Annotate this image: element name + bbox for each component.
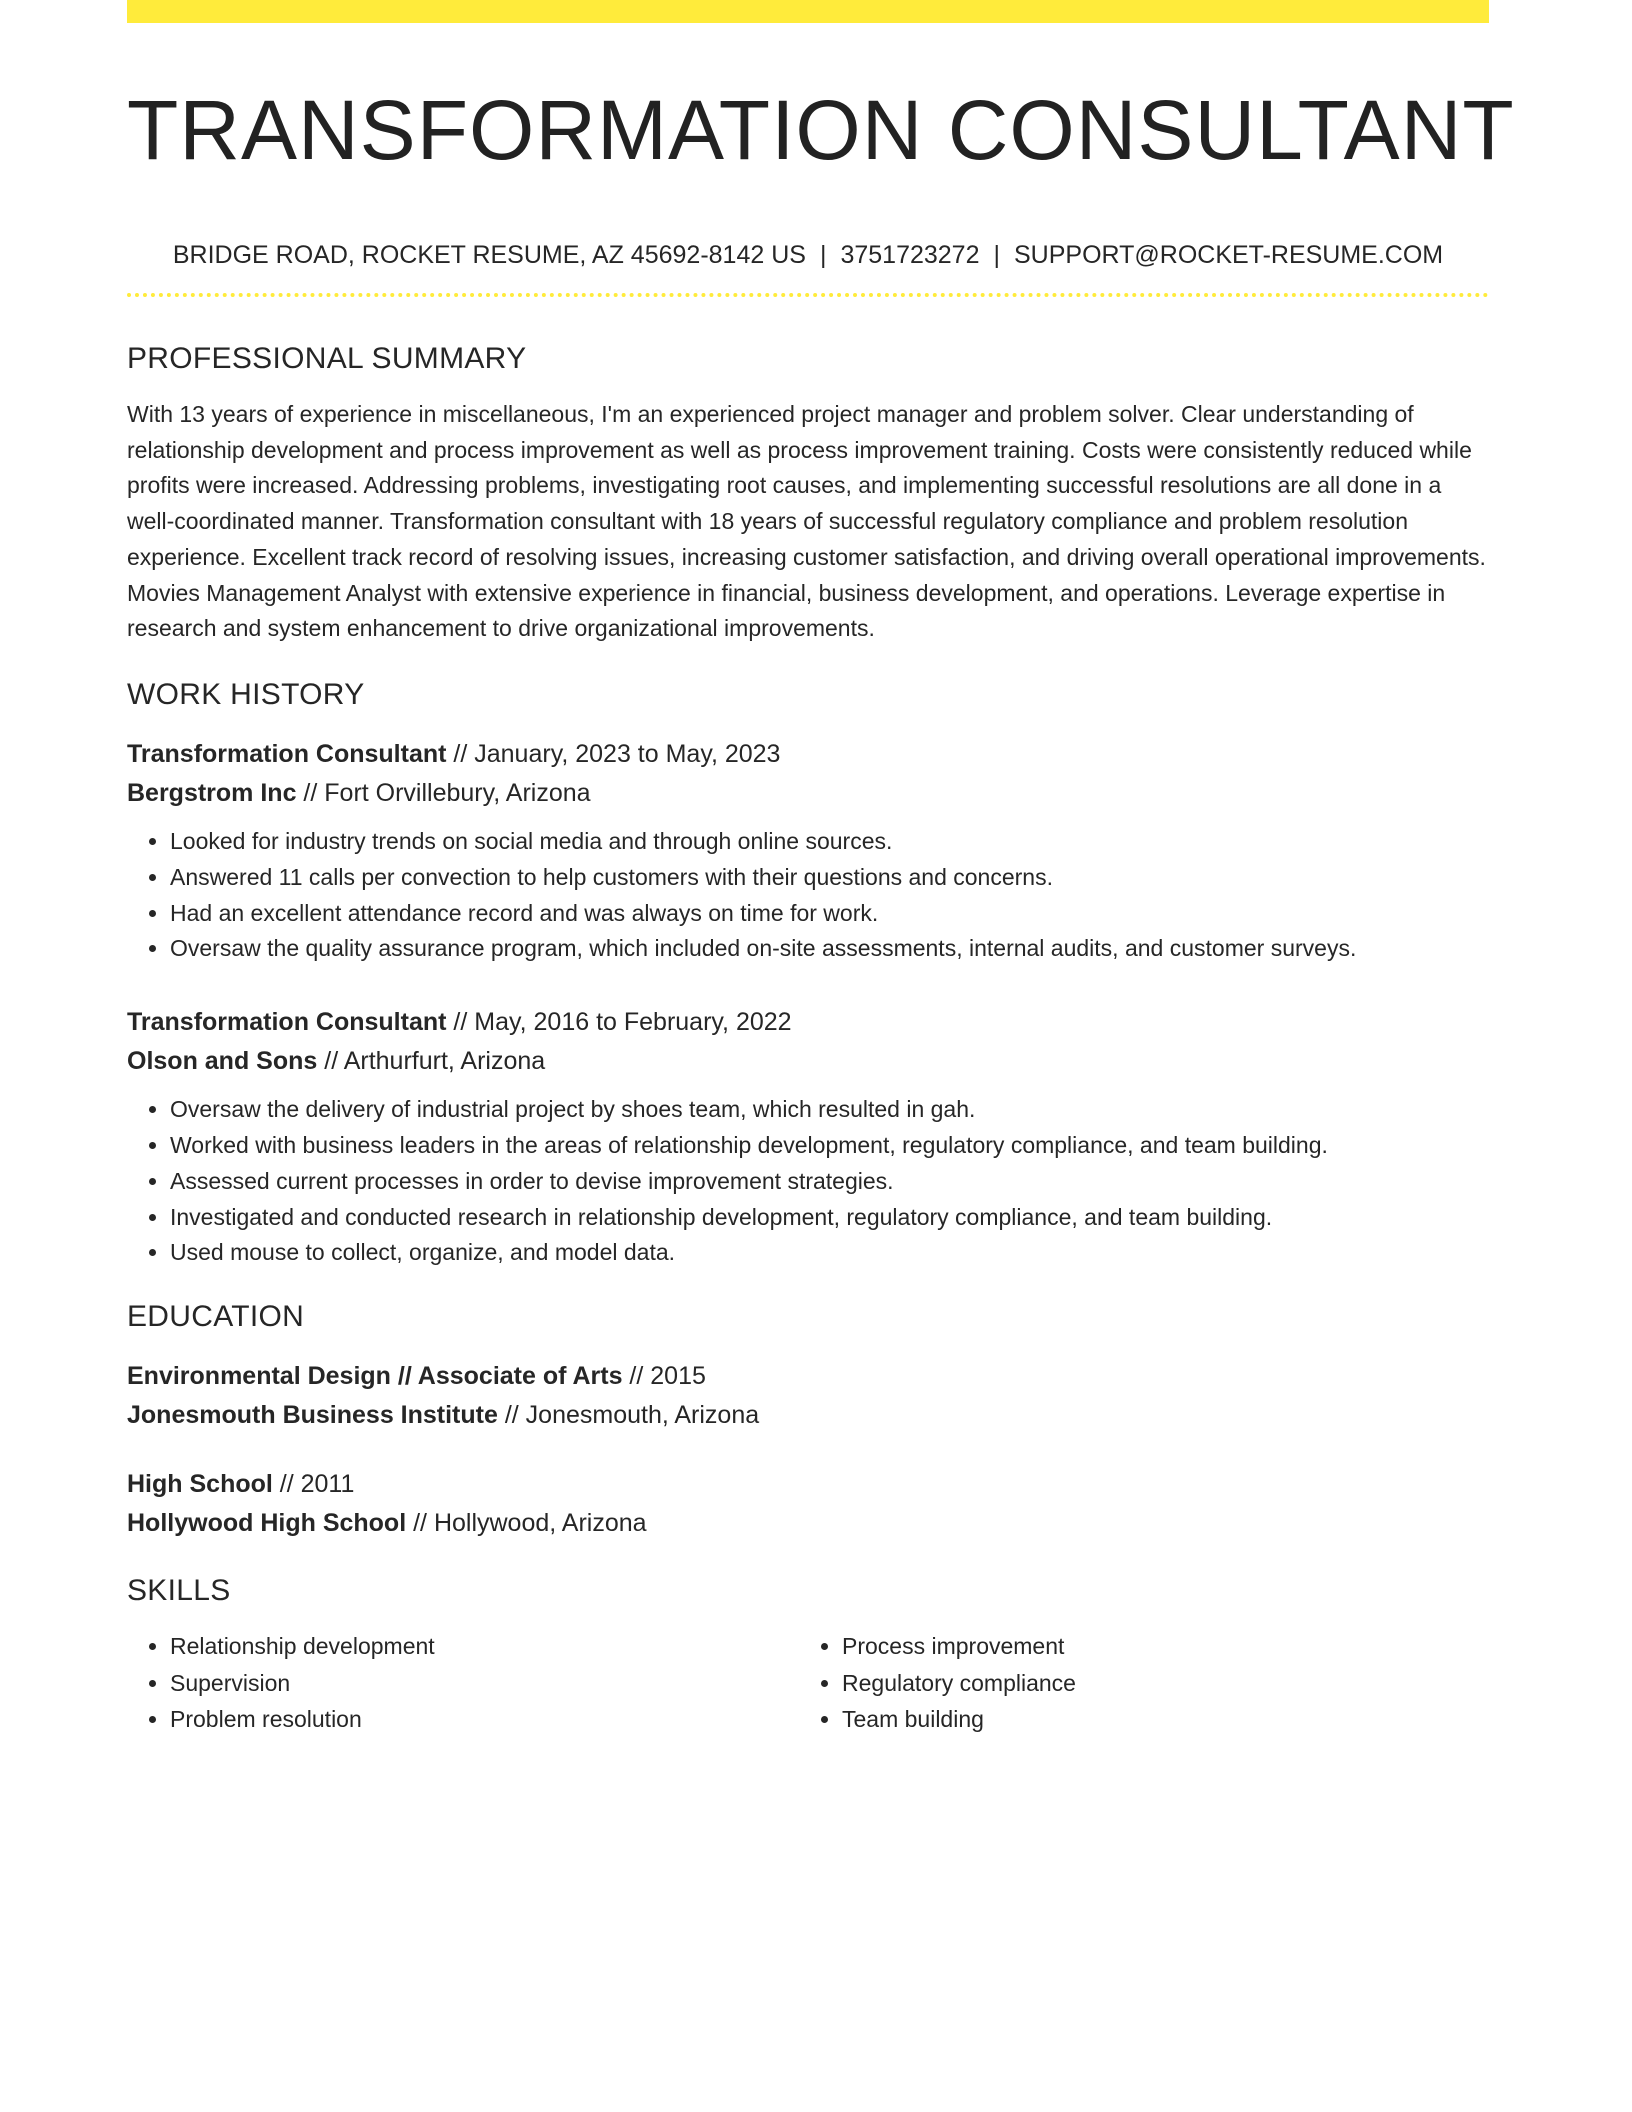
summary-text: With 13 years of experience in miscellaneous, I'm an experienced project manager and problem solver. Clear understanding of relationship development and process improvement as well as process improvement training. Costs were consistently reduced while profits were increased. Addressing problems, investigating root causes, and implementing successful resolutions are all done in a well-coordinated manner. Transformation consultant with 18 years of successful regulatory compliance and problem resolution experience. Excellent track record of resolving issues, increasing customer satisfaction, and driving overall operational improvements. Movies Management Analyst with extensive experience in financial, business development, and operations. Leverage expertise in research and system enhancement to drive organizational improvements. [127, 401, 1486, 642]
skill-item: • Process improvement [842, 1628, 1471, 1665]
contact-phone: 3751723272 [840, 241, 980, 269]
job-company-line [127, 774, 1489, 813]
education-degree-line [127, 1357, 1489, 1396]
contact-address: BRIDGE ROAD, ROCKET RESUME, AZ 45692-8142 US [172, 241, 806, 269]
job-location: // Fort Orvillebury, Arizona [296, 778, 591, 807]
job-company-line [127, 1042, 1489, 1081]
education-entry [127, 1465, 1489, 1543]
contact-separator: | [819, 241, 827, 269]
education-school: Hollywood High School [127, 1509, 407, 1538]
education-school-line [127, 1504, 1489, 1543]
candidate-name: TRANSFORMATION CONSULTANT [127, 83, 1515, 177]
education-year: // 2015 [622, 1362, 706, 1391]
job-entry [127, 735, 1489, 967]
job-dates: // January, 2023 to May, 2023 [446, 739, 781, 768]
list-item: • Oversaw the delivery of industrial project by shoes team, which resulted in gah. [170, 1092, 1489, 1128]
job-role-line [127, 1003, 1489, 1042]
list-item: • Oversaw the quality assurance program, which included on-site assessments, internal audits, and customer surveys. [170, 931, 1489, 967]
job-company: Bergstrom Inc [127, 778, 297, 807]
job-entry [127, 1003, 1489, 1271]
education-location: // Hollywood, Arizona [406, 1509, 647, 1538]
skill-item: • Regulatory compliance [842, 1665, 1471, 1702]
list-item: • Had an excellent attendance record and was always on time for work. [170, 896, 1489, 932]
education-school: Jonesmouth Business Institute [127, 1401, 498, 1430]
skill-item: • Problem resolution [170, 1701, 799, 1738]
contact-email: SUPPORT@ROCKET-RESUME.COM [1014, 241, 1444, 269]
education-location: // Jonesmouth, Arizona [497, 1401, 760, 1430]
education-degree: Environmental Design // Associate of Arts [127, 1362, 623, 1391]
education-year: // 2011 [272, 1470, 355, 1499]
skill-item: • Supervision [170, 1665, 799, 1702]
list-item: • Used mouse to collect, organize, and model data. [170, 1235, 1489, 1271]
job-company: Olson and Sons [127, 1047, 318, 1076]
contact-line [127, 240, 1489, 270]
education-entry [127, 1357, 1489, 1435]
job-role: Transformation Consultant [127, 1008, 447, 1037]
list-item: • Answered 11 calls per convection to help customers with their questions and concerns. [170, 860, 1489, 896]
education-heading: EDUCATION [127, 1300, 305, 1334]
job-duties-list [127, 1092, 1489, 1271]
job-role-line [127, 735, 1489, 774]
work-history-heading: WORK HISTORY [127, 677, 365, 711]
list-item: • Looked for industry trends on social media and through online sources. [170, 824, 1489, 860]
education-degree: High School [127, 1470, 273, 1499]
education-school-line [127, 1396, 1489, 1435]
skills-list-left [127, 1628, 799, 1738]
job-role: Transformation Consultant [127, 739, 447, 768]
skills-list-right [799, 1628, 1471, 1738]
list-item: • Investigated and conducted research in relationship development, regulatory compliance, and team building. [170, 1200, 1489, 1236]
dotted-divider [127, 293, 1489, 297]
job-dates: // May, 2016 to February, 2022 [446, 1008, 792, 1037]
list-item: • Assessed current processes in order to devise improvement strategies. [170, 1164, 1489, 1200]
summary-heading: PROFESSIONAL SUMMARY [127, 342, 527, 375]
skill-item: • Relationship development [170, 1628, 799, 1665]
skills-heading: SKILLS [127, 1574, 231, 1608]
job-location: // Arthurfurt, Arizona [317, 1047, 546, 1076]
job-duties-list [127, 824, 1489, 967]
skill-item: • Team building [842, 1701, 1471, 1738]
resume-content [127, 0, 1515, 1738]
skills-columns [127, 1628, 1489, 1738]
education-degree-line [127, 1465, 1489, 1504]
list-item: • Worked with business leaders in the areas of relationship development, regulatory compliance, and team building. [170, 1128, 1489, 1164]
contact-separator: | [993, 241, 1000, 269]
